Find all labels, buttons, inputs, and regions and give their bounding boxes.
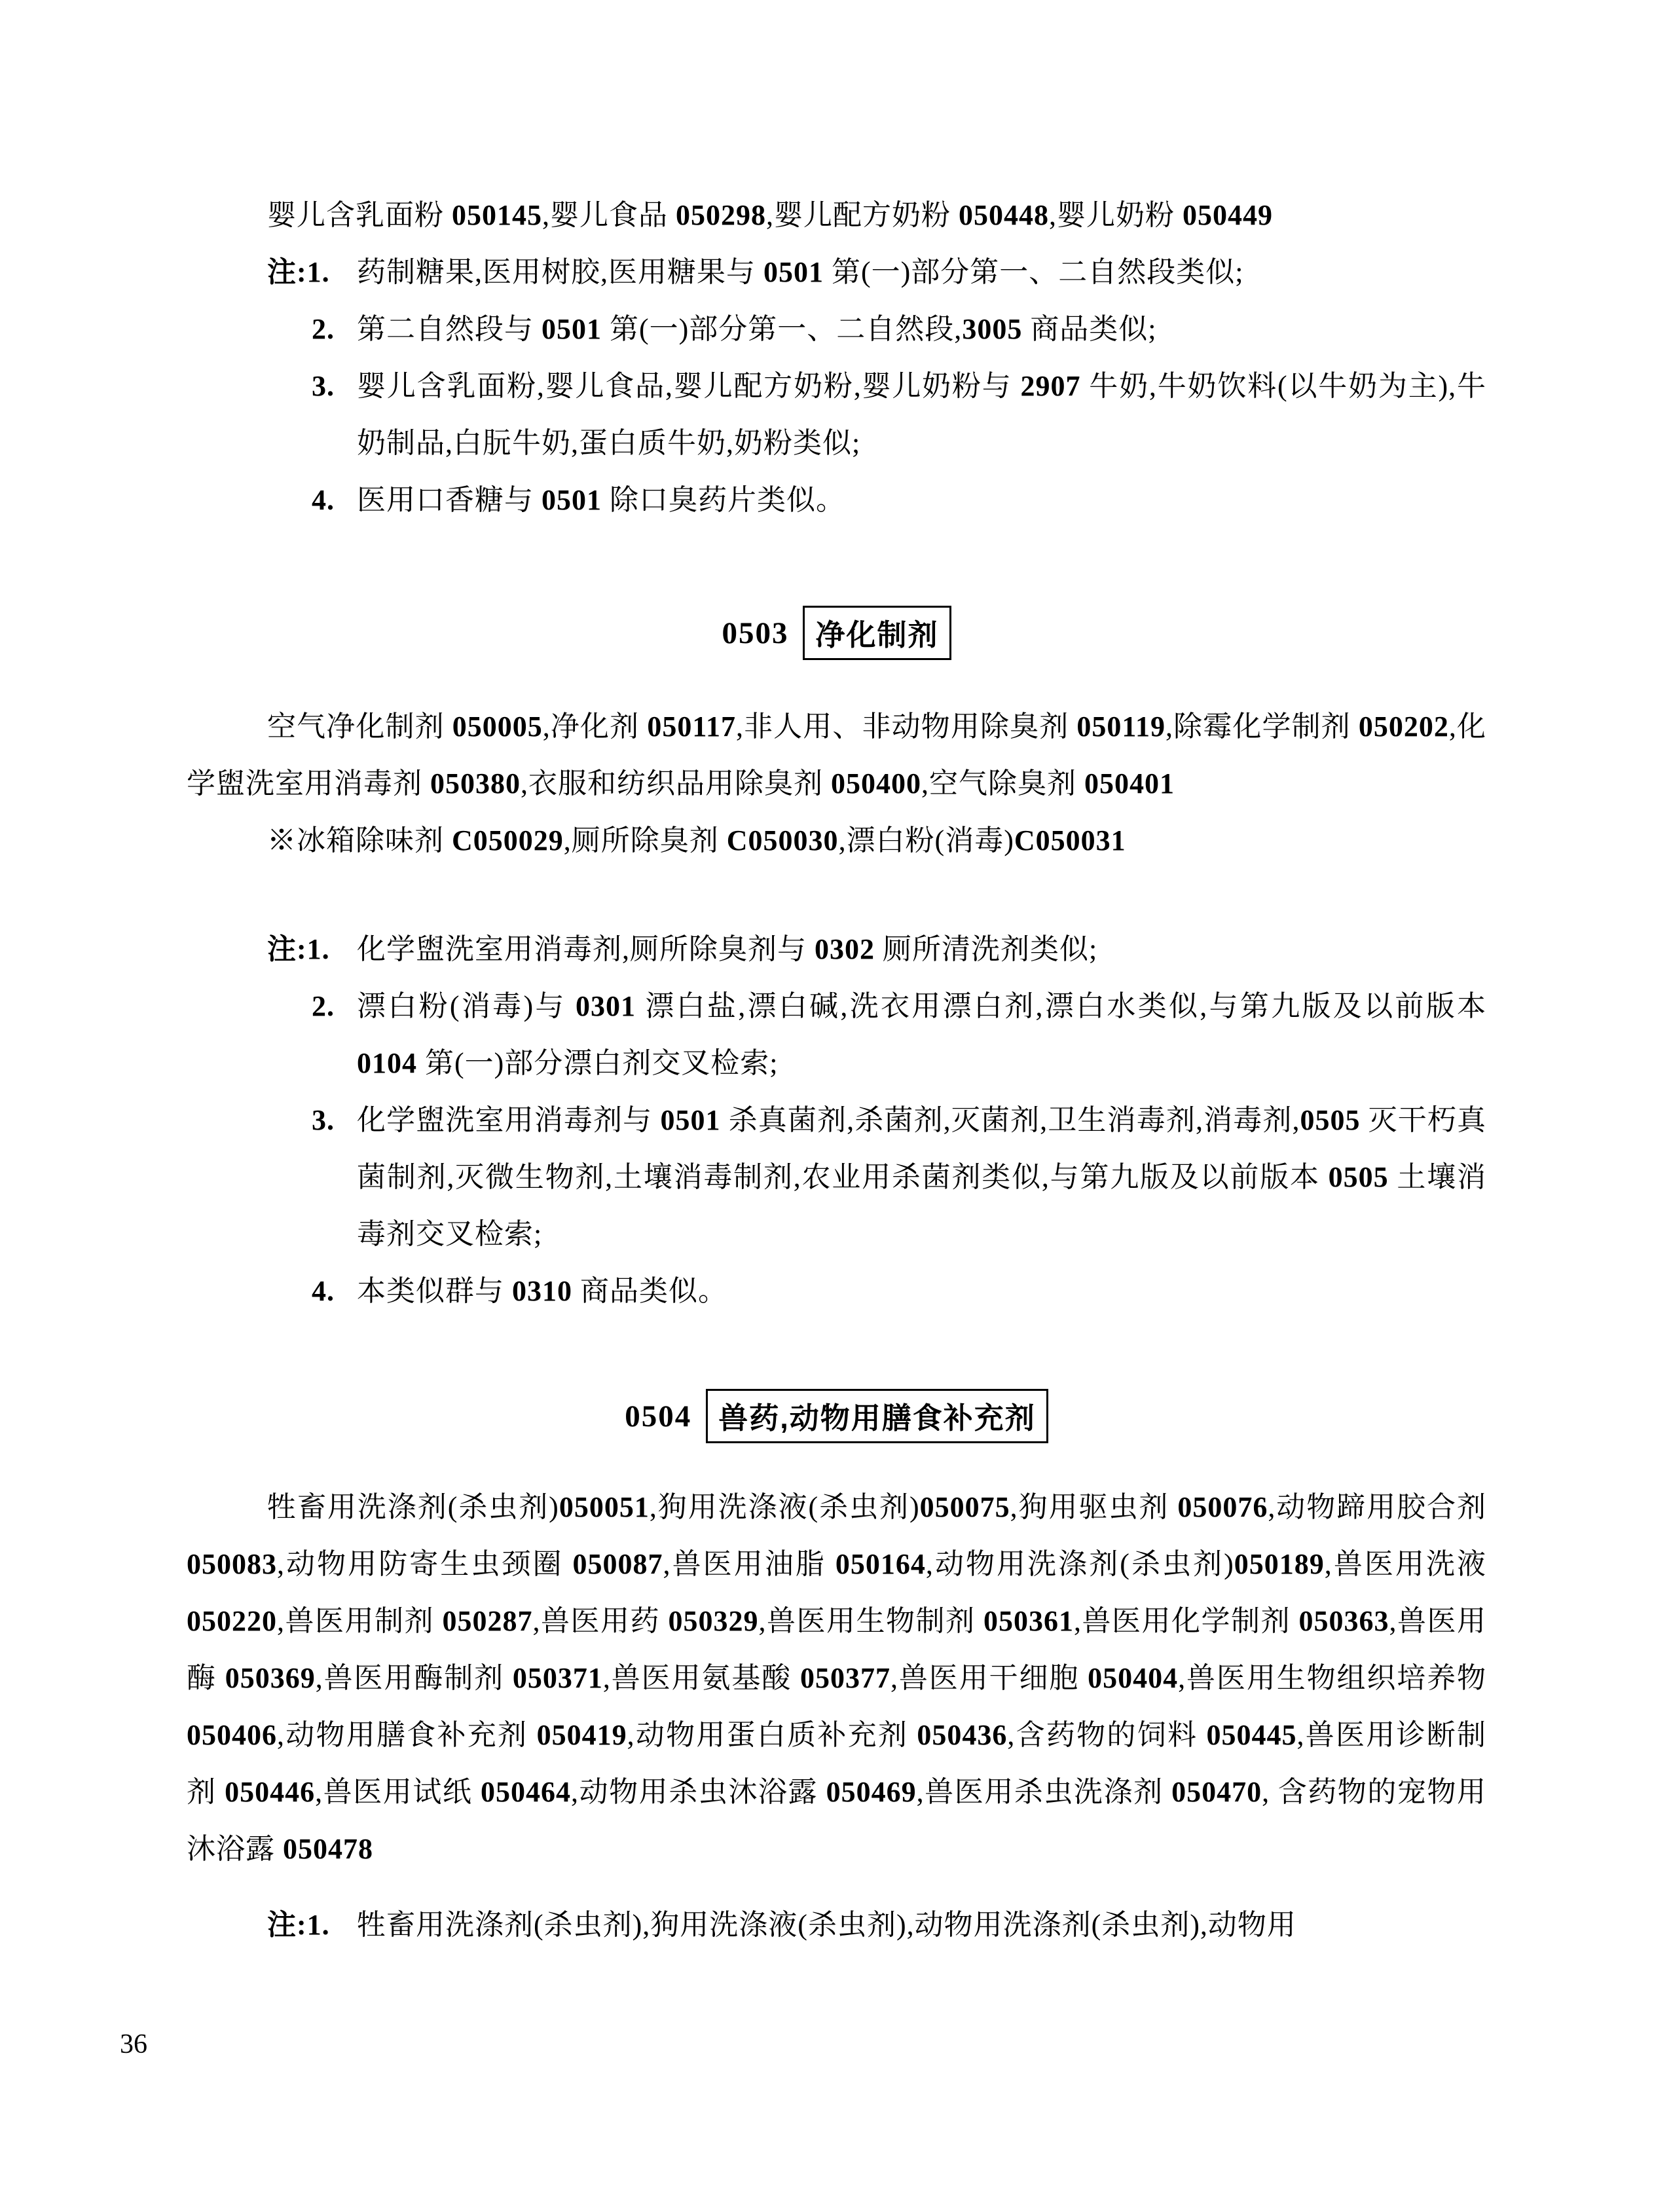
- section-heading-0503: [187, 606, 1486, 660]
- section-code-0504: 0504: [625, 1399, 692, 1433]
- note-text: 化学盥洗室用消毒剂,厕所除臭剂与 0302 厕所清洗剂类似;: [357, 933, 1098, 965]
- section-title-0504: 兽药,动物用膳食补充剂: [706, 1389, 1048, 1443]
- note-item: [267, 358, 1486, 471]
- note-number-label: 4.: [312, 1275, 335, 1307]
- note-number-label: 3.: [312, 1104, 335, 1136]
- page-content: [187, 187, 1486, 1953]
- note-number-label: 注:1.: [267, 256, 330, 288]
- paragraph-0503: 空气净化制剂 050005,净化剂 050117,非人用、非动物用除臭剂 050119,除霉化学制剂 050202,化学盥洗室用消毒剂 050380,衣服和纺织品用除臭剂 050400,空气除臭剂 050401: [187, 710, 1487, 800]
- note-text: 药制糖果,医用树胶,医用糖果与 0501 第(一)部分第一、二自然段类似;: [357, 256, 1244, 288]
- section-heading-0504: [187, 1389, 1486, 1443]
- note-item: [267, 1263, 1486, 1319]
- paragraph-0502-continuation: 婴儿含乳面粉 050145,婴儿食品 050298,婴儿配方奶粉 050448,婴儿奶粉 050449: [267, 199, 1273, 231]
- note-text: 第二自然段与 0501 第(一)部分第一、二自然段,3005 商品类似;: [357, 313, 1157, 345]
- note-number-label: 注:1.: [267, 1909, 330, 1941]
- note-item: [267, 1092, 1486, 1263]
- paragraph-0503-star-line: ※冰箱除味剂 C050029,厕所除臭剂 C050030,漂白粉(消毒)C050031: [267, 824, 1126, 857]
- notes-0502: [267, 244, 1486, 528]
- notes-0503: [267, 921, 1486, 1319]
- note-text: 化学盥洗室用消毒剂与 0501 杀真菌剂,杀菌剂,灭菌剂,卫生消毒剂,消毒剂,0505 灭干朽真菌制剂,灭微生物剂,土壤消毒制剂,农业用杀菌剂类似,与第九版及以前版本 0505 土壤消毒剂交叉检索;: [357, 1104, 1487, 1250]
- notes-0504-truncated: [267, 1896, 1486, 1953]
- section-code-0503: 0503: [722, 616, 789, 650]
- note-text: 牲畜用洗涤剂(杀虫剂),狗用洗涤液(杀虫剂),动物用洗涤剂(杀虫剂),动物用: [357, 1909, 1296, 1941]
- note-number-label: 2.: [312, 313, 335, 345]
- note-number-label: 注:1.: [267, 933, 330, 965]
- note-item: [267, 301, 1486, 358]
- note-text: 婴儿含乳面粉,婴儿食品,婴儿配方奶粉,婴儿奶粉与 2907 牛奶,牛奶饮料(以牛奶为主),牛奶制品,白朊牛奶,蛋白质牛奶,奶粉类似;: [357, 370, 1486, 459]
- note-text: 本类似群与 0310 商品类似。: [357, 1275, 727, 1307]
- note-item: [267, 978, 1486, 1092]
- note-item: [267, 1896, 1486, 1953]
- note-number-label: 2.: [312, 990, 335, 1022]
- note-item: [267, 244, 1486, 301]
- note-text: 漂白粉(消毒)与 0301 漂白盐,漂白碱,洗衣用漂白剂,漂白水类似,与第九版及以前版本 0104 第(一)部分漂白剂交叉检索;: [357, 990, 1487, 1079]
- paragraph-0504: 牲畜用洗涤剂(杀虫剂)050051,狗用洗涤液(杀虫剂)050075,狗用驱虫剂 050076,动物蹄用胶合剂 050083,动物用防寄生虫颈圈 050087,兽医用油脂 050164,动物用洗涤剂(杀虫剂)050189,兽医用洗液 050220,兽医用制剂 050287,兽医用药 050329,兽医用生物制剂 050361,兽医用化学制剂 050363,兽医用酶 050369,兽医用酶制剂 050371,兽医用氨基酸 050377,兽医用干细胞 050404,兽医用生物组织培养物 050406,动物用膳食补充剂 050419,动物用蛋白质补充剂 050436,含药物的饲料 050445,兽医用诊断制剂 050446,兽医用试纸 050464,动物用杀虫沐浴露 050469,兽医用杀虫洗涤剂 050470, 含药物的宠物用沐浴露 050478: [187, 1491, 1487, 1865]
- section-title-0503: 净化制剂: [803, 606, 951, 660]
- note-item: [267, 471, 1486, 528]
- note-number-label: 4.: [312, 484, 335, 516]
- page-number: 36: [120, 2029, 147, 2059]
- note-item: [267, 921, 1486, 978]
- note-number-label: 3.: [312, 370, 335, 402]
- note-text: 医用口香糖与 0501 除口臭药片类似。: [357, 484, 845, 516]
